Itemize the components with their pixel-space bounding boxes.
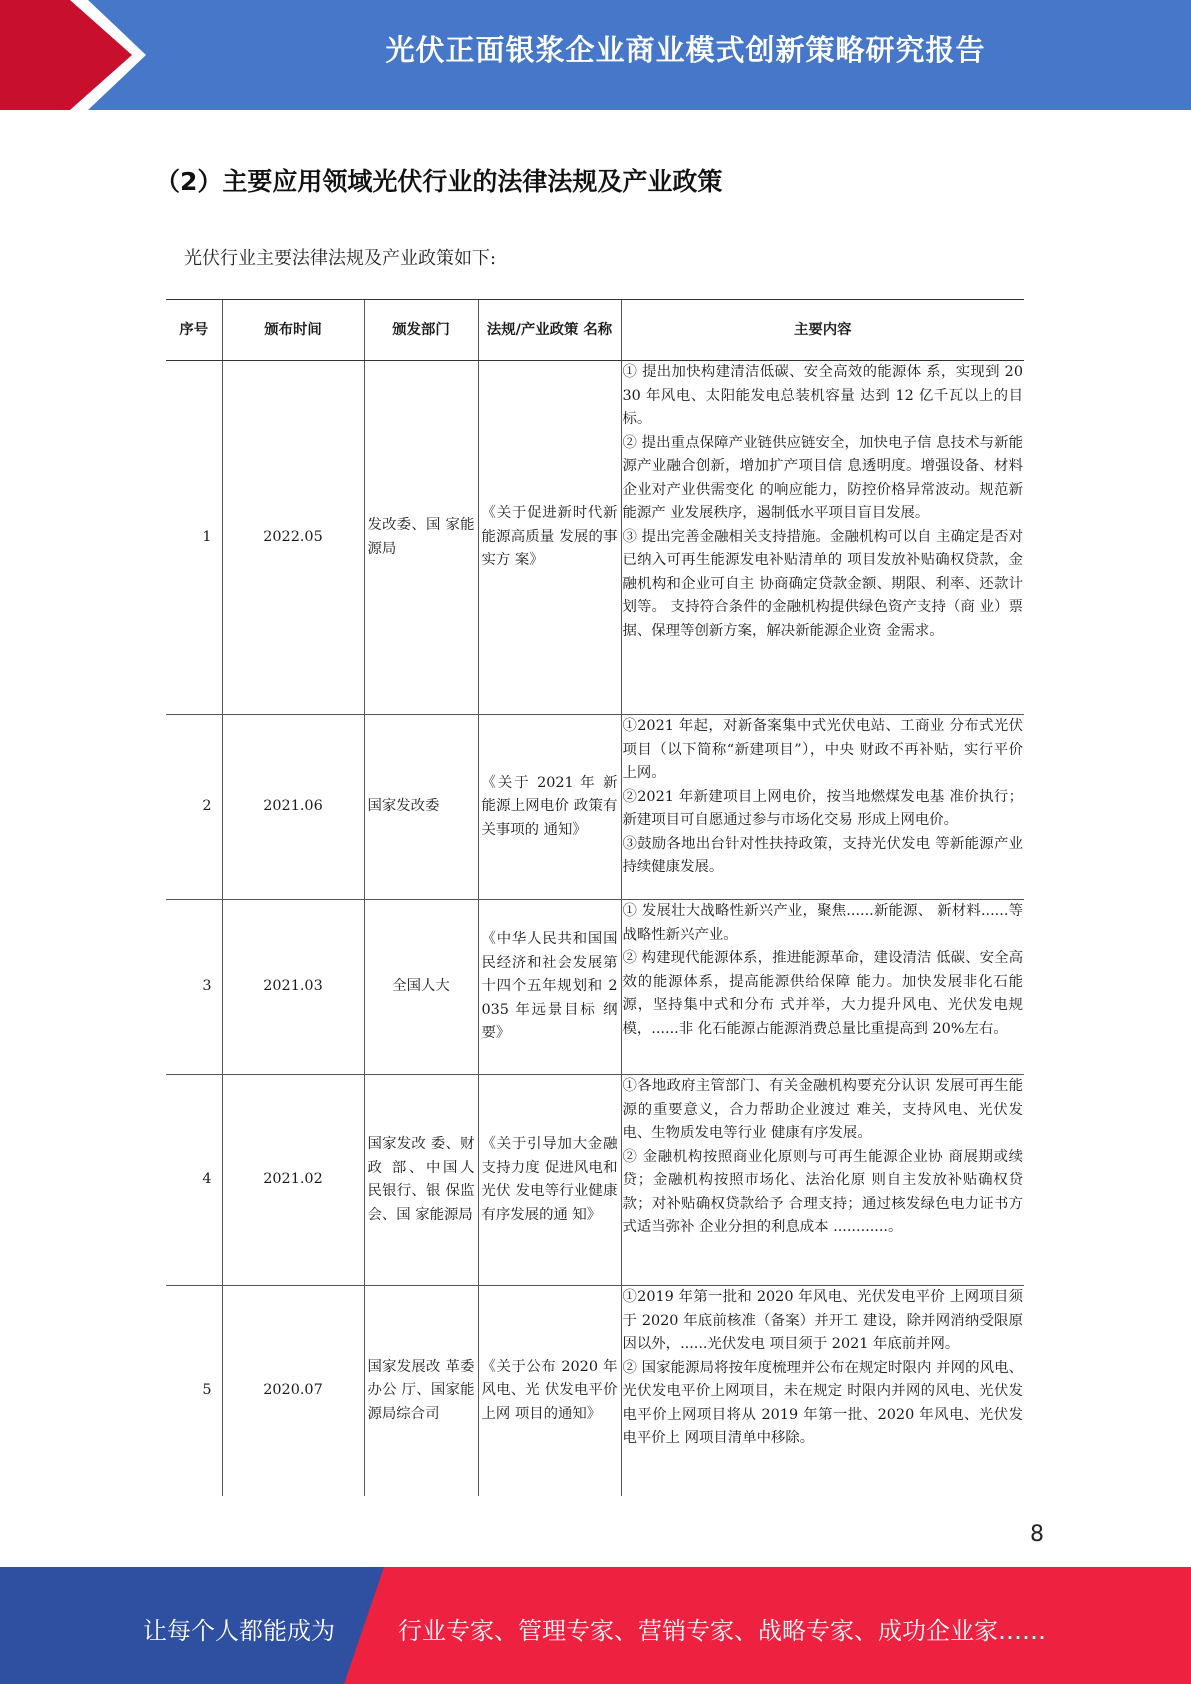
table-row bbox=[166, 900, 1024, 1075]
table-row bbox=[166, 715, 1024, 900]
row-content bbox=[621, 715, 1024, 900]
row-content bbox=[621, 1075, 1024, 1286]
row-number: 3 bbox=[166, 900, 222, 1075]
content-item: ② 金融机构按照商业化原则与可再生能源企业协 商展期或续贷；金融机构按照市场化、法治化原 则自主发放补贴确权贷款；对补贴确权贷款给予 合理支持；通过核发绿色电力证书方式适当弥补 企业分担的利息成本 ............。 bbox=[622, 1148, 1023, 1235]
content-item: ③鼓励各地出台针对性扶持政策，支持光伏发电 等新能源产业持续健康发展。 bbox=[622, 835, 1023, 875]
content-item: ② 构建现代能源体系，推进能源革命，建设清洁 低碳、安全高效的能源体系，提高能源供给保障 能力。加快发展非化石能源，坚持集中式和分布 式并举，大力提升风电、光伏发电规模，......非 化石能源占能源消费总量比重提高到 20%左右。 bbox=[622, 950, 1023, 1037]
table-row bbox=[166, 1286, 1024, 1496]
content-item: ①各地政府主管部门、有关金融机构要充分认识 发展可再生能源的重要意义，合力帮助企业渡过 难关，支持风电、光伏发电、生物质发电等行业 健康有序发展。 bbox=[622, 1078, 1023, 1141]
row-dept: 国家发改 委、财政 部、中国人 民银行、银 保监会、国 家能源局 bbox=[364, 1075, 478, 1286]
table-row bbox=[166, 361, 1024, 715]
table-row bbox=[166, 1075, 1024, 1286]
row-number: 4 bbox=[166, 1075, 222, 1286]
row-content bbox=[621, 1286, 1024, 1496]
row-date: 2021.03 bbox=[222, 900, 364, 1075]
header-no: 序号 bbox=[166, 300, 222, 361]
row-policy-title: 《关于公布 2020 年风电、光 伏发电平价上网 项目的通知》 bbox=[478, 1286, 621, 1496]
header-dept: 颁发部门 bbox=[364, 300, 478, 361]
page-header bbox=[0, 0, 1191, 110]
row-date: 2021.06 bbox=[222, 715, 364, 900]
page-number: 8 bbox=[1030, 1522, 1044, 1547]
row-date: 2022.05 bbox=[222, 361, 364, 715]
row-dept: 国家发改委 bbox=[364, 715, 478, 900]
footer-slogan-right: 行业专家、管理专家、营销专家、战略专家、成功企业家…… bbox=[398, 1617, 1046, 1645]
content-item: ①2021 年起，对新备案集中式光伏电站、工商业 分布式光伏项目（以下简称“新建项目”），中央 财政不再补贴，实行平价上网。 bbox=[622, 718, 1023, 781]
row-number: 2 bbox=[166, 715, 222, 900]
content-item: ③ 提出完善金融相关支持措施。金融机构可以自 主确定是否对已纳入可再生能源发电补贴清单的 项目发放补贴确权贷款，金融机构和企业可自主 协商确定贷款金额、期限、利率、还款计划等。 支持符合条件的金融机构提供绿色资产支持（商 业）票据、保理等创新方案，解决新能源企业资 金需求。 bbox=[622, 528, 1023, 639]
header-content: 主要内容 bbox=[621, 300, 1024, 361]
content-item: ②2021 年新建项目上网电价，按当地燃煤发电基 准价执行；新建项目可自愿通过参与市场化交易 形成上网电价。 bbox=[622, 788, 1023, 828]
row-dept: 国家发展改 革委办公 厅、国家能 源局综合司 bbox=[364, 1286, 478, 1496]
row-policy-title: 《中华人民共和国国民经济和社会发展第十四个五年规划和 2035 年远景目标 纲要》 bbox=[478, 900, 621, 1075]
content-item: ① 提出加快构建清洁低碳、安全高效的能源体 系，实现到 2030 年风电、太阳能发电总装机容量 达到 12 亿千瓦以上的目标。 bbox=[622, 364, 1023, 427]
content-item: ② 国家能源局将按年度梳理并公布在规定时限内 并网的风电、光伏发电平价上网项目，未在规定 时限内并网的风电、光伏发电平价上网项目将从 2019 年第一批、2020 年风电、光伏发电平价上 网项目清单中移除。 bbox=[622, 1359, 1023, 1446]
content-item: ①2019 年第一批和 2020 年风电、光伏发电平价 上网项目须于 2020 年底前核准（备案）并开工 建设，除并网消纳受限原因以外，......光伏发电 项目须于 2021 年底前并网。 bbox=[622, 1289, 1023, 1352]
table-header-row bbox=[166, 300, 1024, 361]
header-date: 颁布时间 bbox=[222, 300, 364, 361]
row-content bbox=[621, 361, 1024, 715]
row-date: 2020.07 bbox=[222, 1286, 364, 1496]
row-policy-title: 《关于促进新时代新能源高质量 发展的事实方 案》 bbox=[478, 361, 621, 715]
content-item: ② 提出重点保障产业链供应链安全，加快电子信 息技术与新能源产业融合创新，增加扩产项目信 息透明度。增强设备、材料企业对产业供需变化 的响应能力，防控价格异常波动。规范新能源产 业发展秩序，遏制低水平项目盲目发展。 bbox=[622, 434, 1023, 521]
row-policy-title: 《关于引导加大金融支持力度 促进风电和光伏 发电等行业健康 有序发展的通 知》 bbox=[478, 1075, 621, 1286]
row-dept: 全国人大 bbox=[364, 900, 478, 1075]
header-title: 法规/产业政策 名称 bbox=[478, 300, 621, 361]
row-policy-title: 《关于 2021 年 新能源上网电价 政策有关事项的 通知》 bbox=[478, 715, 621, 900]
row-dept: 发改委、国 家能源局 bbox=[364, 361, 478, 715]
row-date: 2021.02 bbox=[222, 1075, 364, 1286]
footer-slogan-left: 让每个人都能成为 bbox=[143, 1617, 335, 1645]
section-title: （2）主要应用领域光伏行业的法律法规及产业政策 bbox=[155, 167, 723, 196]
policy-table bbox=[166, 299, 1024, 1496]
header-arrow-decoration bbox=[0, 0, 150, 110]
intro-text: 光伏行业主要法律法规及产业政策如下: bbox=[184, 248, 497, 269]
row-number: 5 bbox=[202, 1382, 212, 1398]
report-title: 光伏正面银浆企业商业模式创新策略研究报告 bbox=[385, 33, 986, 67]
content-item: ① 发展壮大战略性新兴产业，聚焦......新能源、 新材料......等战略性新兴产业。 bbox=[622, 903, 1023, 943]
row-number: 1 bbox=[166, 361, 222, 715]
row-content bbox=[621, 900, 1024, 1075]
